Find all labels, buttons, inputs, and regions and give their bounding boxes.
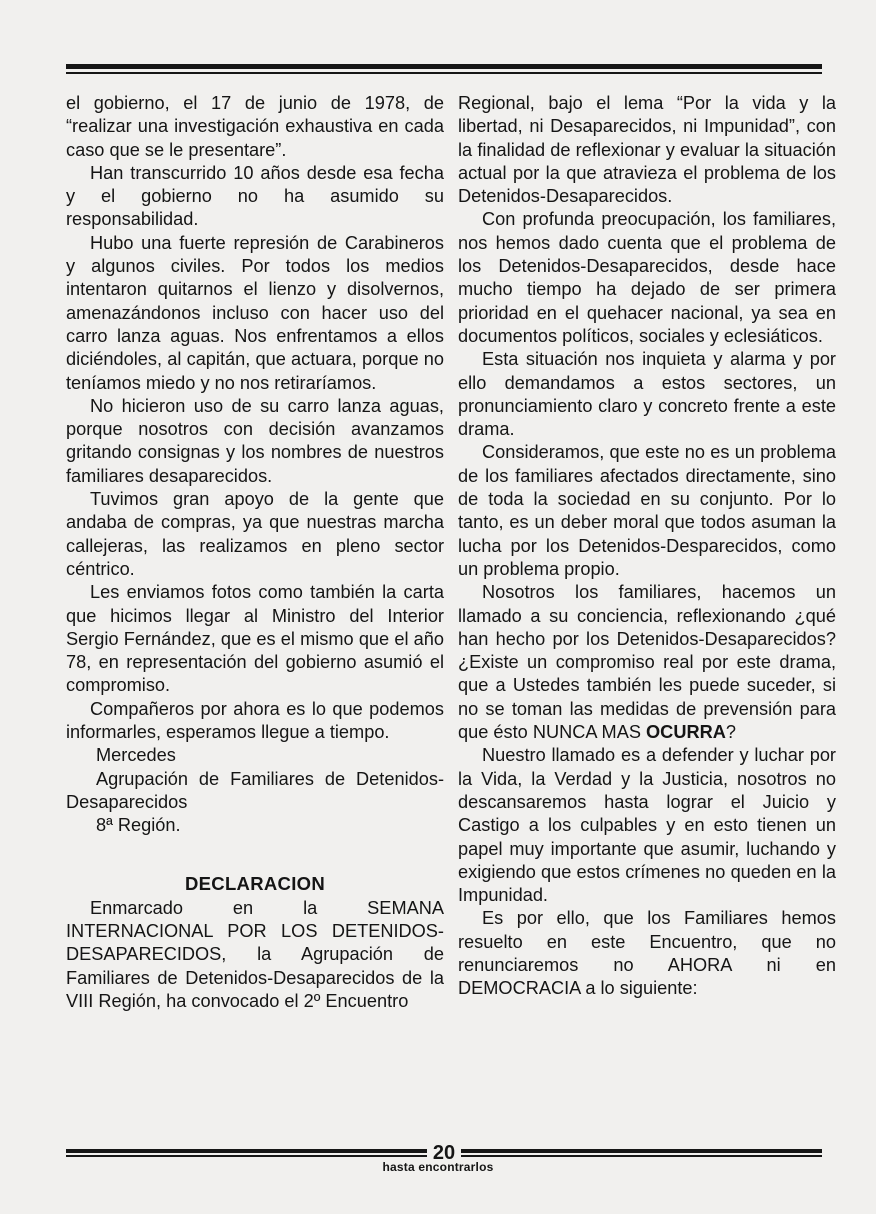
- paragraph: Les enviamos fotos como también la carta que hicimos llegar al Ministro del Interior Sergio Fernández, que es el mismo que el año 78, en representación del gobierno asumió el compromiso.: [66, 582, 444, 696]
- paragraph: Nuestro llamado es a defender y luchar por la Vida, la Verdad y la Justicia, nosotros no descansaremos hasta lograr el Juicio y Castigo a los culpables y en esto tienen un papel muy importante que asumir, luchando y exigiendo que estos crímenes no queden en la Impunidad.: [458, 745, 836, 906]
- paragraph: Es por ello, que los Familiares hemos resuelto en este Encuentro, que no renunciaremos no AHORA ni en DEMOCRACIA a lo siguiente:: [458, 908, 836, 999]
- paragraph: Enmarcado en la SEMANA INTERNACIONAL POR LOS DETENIDOS-DESAPARECIDOS, la Agrupación de Familiares de Detenidos-Desaparecidos de la VIII Región, ha convocado el 2º Encuentro: [66, 897, 444, 1011]
- paragraph: [458, 581, 836, 744]
- page-number: 20: [432, 1142, 456, 1164]
- signature-name: Mercedes: [96, 745, 176, 766]
- signature-region: 8ª Región.: [96, 815, 181, 836]
- header-rule: [66, 64, 822, 74]
- paragraph: Regional, bajo el lema “Por la vida y la libertad, ni Desaparecidos, ni Impunidad”, con la finalidad de reflexionar y evaluar la situación actual por la que atravieza el problema de los Detenidos-Desaparecidos.: [458, 93, 836, 207]
- left-column: [66, 92, 444, 1013]
- section-heading: DECLARACION: [185, 872, 325, 894]
- paragraph: Han transcurrido 10 años desde esa fecha y el gobierno no ha asumido su responsabilidad.: [66, 162, 444, 230]
- emphasis-tail: ?: [725, 722, 736, 743]
- paragraph: Tuvimos gran apoyo de la gente que andaba de compras, ya que nuestras marcha callejeras, las realizamos en pleno sector céntrico.: [66, 489, 444, 579]
- paragraph: Compañeros por ahora es lo que podemos informarles, esperamos llegue a tiempo.: [66, 698, 444, 743]
- publication-title: hasta encontrarlos: [382, 1160, 494, 1174]
- paragraph: Consideramos, que este no es un problema de los familiares afectados directamente, sino de toda la sociedad en su conjunto. Por lo tanto, es un deber moral que todos asuman la lucha por los Detenidos-Desparecidos, como un problema propio.: [458, 442, 836, 579]
- right-column: [458, 92, 836, 1001]
- footer-rule-left: [66, 1149, 427, 1157]
- paragraph-text: Nosotros los familiares, hacemos un llamado a su conciencia, reflexionando ¿qué han hecho por los Detenidos-Desaparecidos? ¿Existe un compromiso real por este drama, que a Ustedes también les puede suceder, si no se toman las medidas de prevensión para que ésto NUNCA MAS: [458, 582, 836, 743]
- emphasis-text: OCURRA: [646, 722, 726, 743]
- paragraph: Esta situación nos inquieta y alarma y por ello demandamos a estos sectores, un pronunciamiento claro y concreto frente a este drama.: [458, 349, 836, 440]
- paragraph: No hicieron uso de su carro lanza aguas, porque nosotros con decisión avanzamos gritando consignas y los nombres de nuestros familiares desaparecidos.: [66, 395, 444, 486]
- footer-rule: [66, 1142, 822, 1164]
- paragraph: el gobierno, el 17 de junio de 1978, de “realizar una investigación exhaustiva en cada caso que se le presentare”.: [66, 93, 444, 160]
- signature-org: Agrupación de Familiares de Detenidos-Desaparecidos: [66, 768, 444, 812]
- footer-rule-right: [461, 1149, 822, 1157]
- paragraph: Hubo una fuerte represión de Carabineros y algunos civiles. Por todos los medios intentaron quitarnos el lienzo y disolvernos, amenazándonos incluso con hacer uso del carro lanza aguas. Nos enfrentamos a ellos diciéndoles, al capitán, que actuara, porque no teníamos miedo y no nos retiraríamos.: [66, 232, 444, 393]
- paragraph: Con profunda preocupación, los familiares, nos hemos dado cuenta que el problema de los Detenidos-Desaparecidos, desde hace mucho tiempo ha dejado de ser primera prioridad en el quehacer nacional, ya sea en documentos políticos, sociales y eclesiáticos.: [458, 209, 836, 346]
